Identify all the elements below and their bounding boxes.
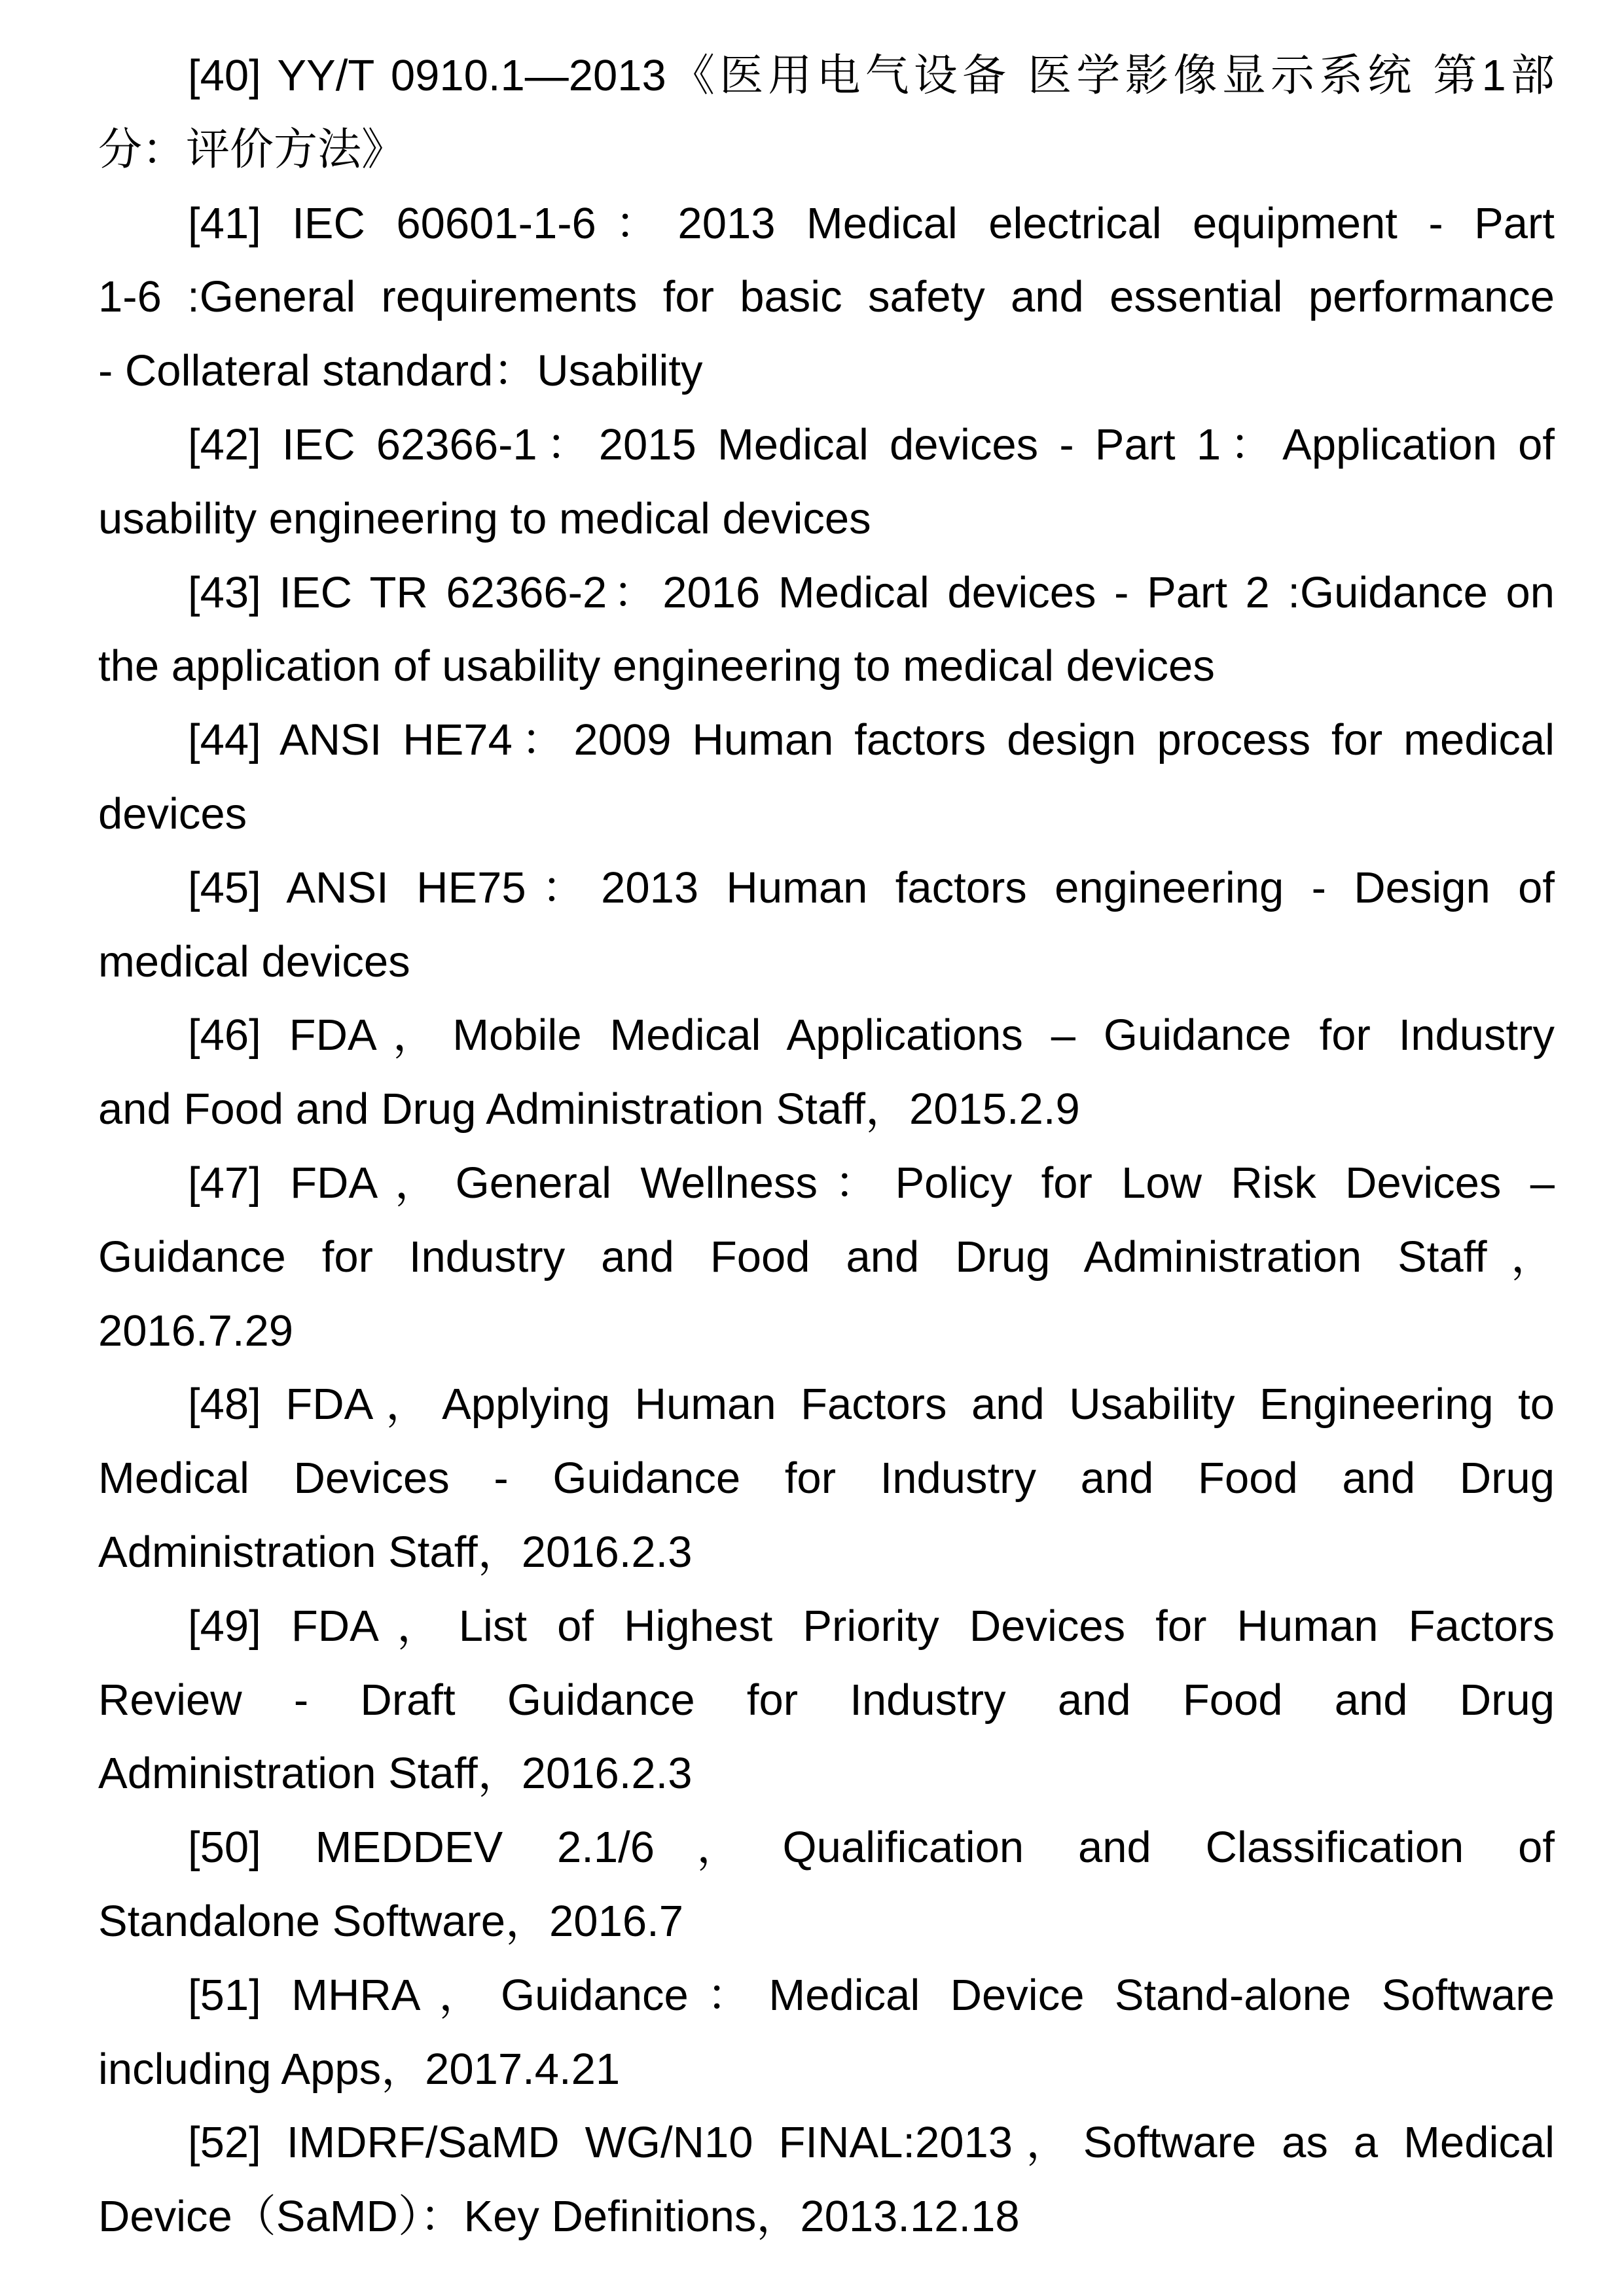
text-line: Standalone Software，2016.7 — [98, 1896, 683, 1946]
reference-item — [98, 556, 1555, 704]
text-line: Administration Staff，2016.2.3 — [98, 1527, 693, 1577]
reference-item — [98, 2106, 1555, 2254]
reference-item — [98, 1147, 1555, 1368]
text-line: Device（SaMD）：Key Definitions，2013.12.18 — [98, 2192, 1020, 2242]
text-line: [41] IEC 60601-1-6：2013 Medical electrical equipment - Part — [188, 198, 1555, 248]
text-line: [48] FDA，Applying Human Factors and Usability Engineering to — [188, 1380, 1555, 1429]
text-line: Medical Devices - Guidance for Industry and Food and Drug — [98, 1454, 1555, 1503]
reference-item — [98, 187, 1555, 408]
text-line: [46] FDA，Mobile Medical Applications – Guidance for Industry — [188, 1011, 1555, 1060]
text-line: and Food and Drug Administration Staff，2015.2.9 — [98, 1085, 1080, 1134]
text-line: Review - Draft Guidance for Industry and Food and Drug — [98, 1675, 1555, 1725]
text-line: - Collateral standard：Usability — [98, 346, 703, 396]
references-list — [98, 39, 1555, 2254]
text-line: including Apps，2017.4.21 — [98, 2044, 621, 2094]
text-line: medical devices — [98, 937, 410, 986]
reference-item — [98, 1590, 1555, 1811]
reference-item — [98, 39, 1555, 187]
text-line: [42] IEC 62366-1：2015 Medical devices - Part 1：Application of — [188, 420, 1555, 469]
text-line: Guidance for Industry and Food and Drug Administration Staff， — [98, 1232, 1555, 1282]
text-line: [51] MHRA，Guidance：Medical Device Stand-alone Software — [188, 1970, 1555, 2020]
reference-item — [98, 1811, 1555, 1959]
text-line: 1-6 :General requirements for basic safety and essential performance — [98, 272, 1555, 322]
text-line: [44] ANSI HE74：2009 Human factors design process for medical — [188, 715, 1555, 765]
text-line: [45] ANSI HE75：2013 Human factors engineering - Design of — [188, 863, 1555, 912]
text-line: [40] YY/T 0910.1—2013《医用电气设备 医学影像显示系统 第1部 — [188, 51, 1555, 100]
text-line: [49] FDA，List of Highest Priority Devices for Human Factors — [188, 1601, 1555, 1651]
text-line: [47] FDA，General Wellness：Policy for Low Risk Devices – — [188, 1158, 1555, 1208]
reference-item — [98, 1368, 1555, 1589]
text-line: [43] IEC TR 62366-2：2016 Medical devices - Part 2 :Guidance on — [188, 567, 1555, 617]
text-line: 2016.7.29 — [98, 1306, 294, 1355]
reference-item — [98, 408, 1555, 556]
reference-item — [98, 999, 1555, 1147]
text-line: the application of usability engineering to medical devices — [98, 641, 1215, 691]
text-line: [50] MEDDEV 2.1/6，Qualification and Classification of — [188, 1823, 1555, 1873]
text-line: Administration Staff，2016.2.3 — [98, 1749, 693, 1799]
reference-item — [98, 1959, 1555, 2107]
reference-item — [98, 704, 1555, 852]
text-line: usability engineering to medical devices — [98, 493, 871, 543]
text-line: devices — [98, 789, 247, 838]
reference-item — [98, 852, 1555, 999]
text-line: 分：评价方法》 — [98, 124, 405, 174]
text-line: [52] IMDRF/SaMD WG/N10 FINAL:2013，Software as a Medical — [188, 2118, 1555, 2168]
